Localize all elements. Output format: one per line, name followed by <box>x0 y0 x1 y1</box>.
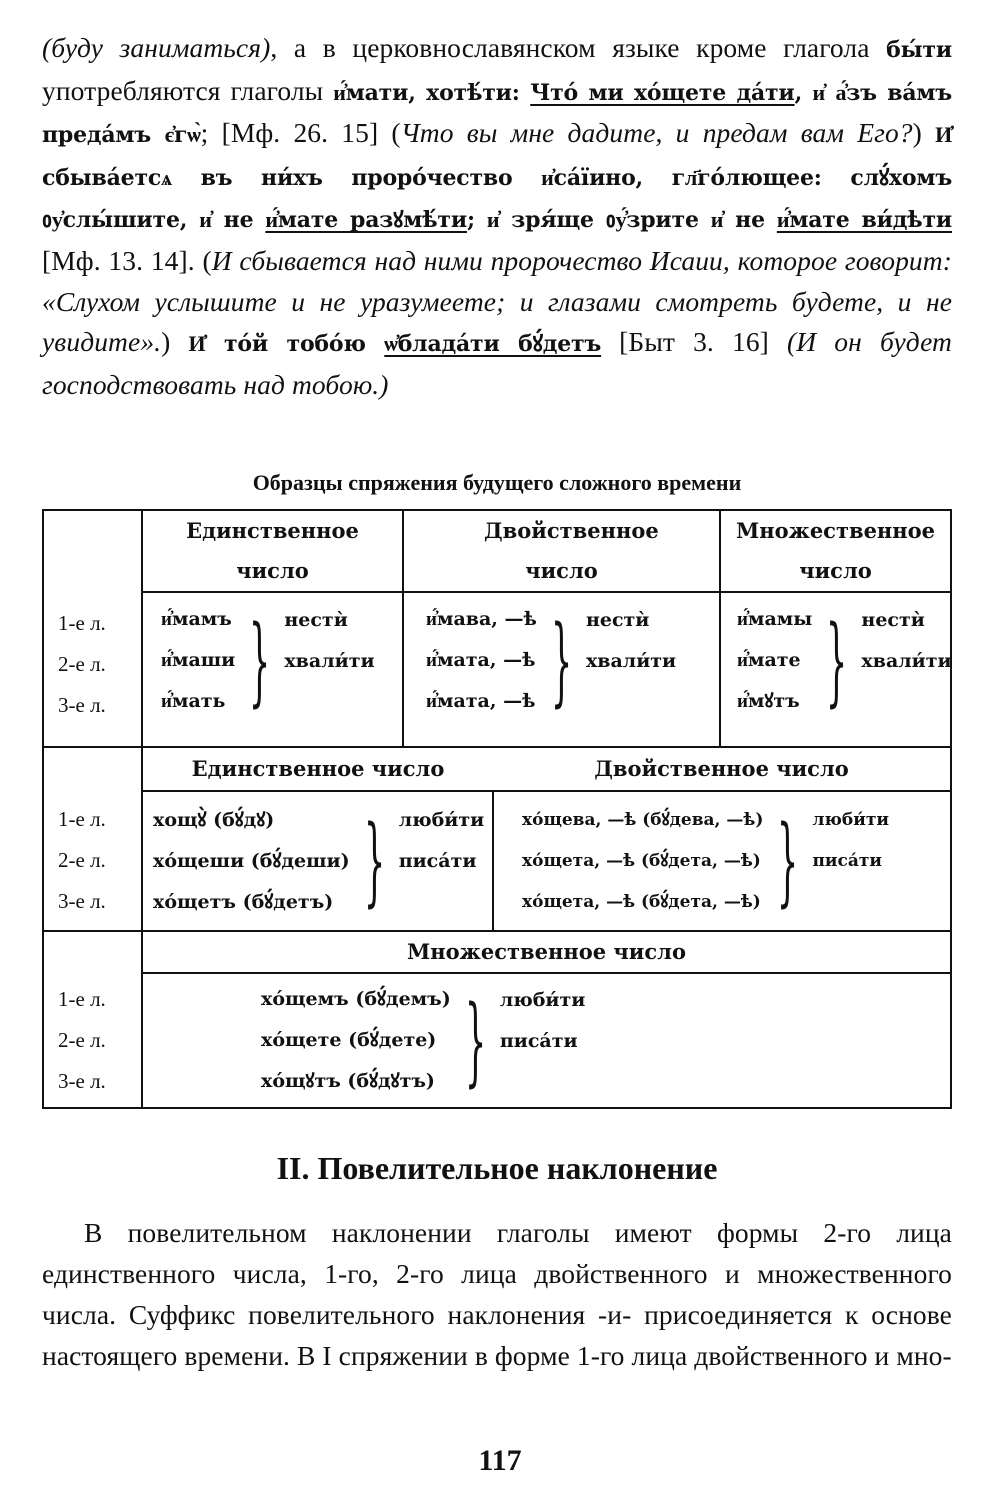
form-group <box>721 599 950 722</box>
person-label: 3-е л. <box>58 1068 106 1093</box>
form-group <box>143 599 402 722</box>
translation: Что вы мне дадите, и предам вам Его? <box>400 117 913 149</box>
text-segment: ) <box>912 117 936 149</box>
form-group <box>494 800 950 923</box>
person-column <box>43 973 142 1108</box>
brace: } <box>777 805 799 917</box>
top-paragraph-block <box>42 28 952 405</box>
header-dual: Двойственное число <box>493 747 951 791</box>
brace: } <box>363 805 385 917</box>
verb-form: и҆́мата, —ѣ <box>426 649 536 671</box>
verb-form: и҆́мамы <box>737 608 813 630</box>
bottom-paragraph-block <box>42 1212 952 1376</box>
person-column <box>43 791 142 931</box>
cs-quote: И҆ то́й тобо́ю <box>188 331 385 358</box>
verb-form: хо́щете (бꙋ́дете) <box>261 1029 437 1051</box>
text-segment: , а в церковнославянском языке кроме глагола <box>270 32 887 63</box>
cs-quote: И҆ сбыва́етсѧ въ ни́хъ проро́чество и҆са́ї͏ино, гл҃го́лющее: слꙋ́хомъ ᲂу҆слы́шите, и҆ не <box>42 122 953 234</box>
page-number: 117 <box>478 1444 522 1477</box>
infinitive: нестѝ <box>284 608 348 631</box>
empty-cell <box>43 931 142 973</box>
form-group <box>404 599 719 722</box>
form-group <box>143 800 492 923</box>
form-group <box>143 979 950 1102</box>
verb-form: и҆́маши <box>161 649 236 671</box>
verb-form: и҆́мꙋтъ <box>737 690 800 712</box>
infinitive: люби́ти <box>499 988 586 1011</box>
verb-form: и҆́мате <box>737 649 801 671</box>
person-column <box>43 510 142 747</box>
section-title: II. Повелительное наклонение <box>276 1150 718 1186</box>
brace: } <box>464 984 486 1097</box>
cs-quote-underlined: Что́ ми хо́щете да́ти <box>530 79 795 106</box>
verb-form: хо́щемъ (бꙋ́демъ) <box>261 988 451 1010</box>
imati-dual-cell <box>403 592 720 747</box>
brace: } <box>826 604 848 717</box>
verb-form: хо́щꙋтъ (бꙋ́дꙋтъ) <box>261 1070 435 1092</box>
infinitive: люби́ти <box>398 809 485 831</box>
text-segment: (буду заниматься) <box>42 32 271 63</box>
bottom-paragraph: В повелительном наклонении глаголы имеют формы 2-го лица единственного числа, 1-го, 2-го лица двойственного и множественного числа. Суффикс повелительного наклонения -и- присоединяется к основе настоящего времени. В I спряжении в форме 1-го лица двойственного и мно- <box>42 1217 952 1371</box>
person-label: 3-е л. <box>58 693 106 717</box>
hotiti-singular-cell <box>142 791 493 931</box>
header-plural: Множественное число <box>720 510 951 592</box>
table-title: Образцы спряжения будущего сложного времени <box>252 470 742 495</box>
person-label: 1-е л. <box>58 611 106 635</box>
text-segment: : <box>511 79 531 106</box>
person-label: 2-е л. <box>58 848 106 872</box>
person-label: 3-е л. <box>58 889 106 913</box>
verb-form: хо́щета, —ѣ (бꙋ́дета, —ѣ) <box>522 891 761 912</box>
verb-form: хо́щетъ (бꙋ́детъ) <box>153 890 334 913</box>
person-label: 1-е л. <box>58 807 106 831</box>
infinitive: писа́ти <box>812 851 883 871</box>
citation: [Мф. 13. 14]. ( <box>42 244 212 276</box>
empty-cell <box>43 747 142 791</box>
header-singular: Единственное число <box>142 747 493 791</box>
infinitive: нестѝ <box>585 608 650 631</box>
imati-singular-cell <box>142 592 403 747</box>
header-dual: Двойственное число <box>403 510 720 592</box>
header-plural: Множественное число <box>142 931 951 973</box>
conjugation-table <box>42 509 950 1106</box>
translation: И сбывается над ними пророчество Исаии, которое говорит: «Слухом услышите и не уразумеете; и глазами смотреть будете, и не увидите». <box>42 244 952 358</box>
cs-word: и҆́мати, хотѣ́ти <box>333 79 512 106</box>
person-label: 2-е л. <box>58 652 106 676</box>
citation: [Быт 3. 16] <box>601 326 787 358</box>
text-segment: ) <box>161 326 189 358</box>
header-singular: Единственное число <box>142 510 403 592</box>
verb-form: и҆́мата, —ѣ <box>426 690 536 712</box>
cs-word: бы́ти <box>886 37 952 63</box>
verb-form: и҆́мава, —ѣ <box>426 608 537 630</box>
verb-form: хощꙋ̀ (бꙋ́дꙋ) <box>153 808 275 831</box>
infinitive: хвали́ти <box>585 649 677 672</box>
infinitive: писа́ти <box>499 1029 578 1052</box>
brace: } <box>249 604 271 717</box>
verb-form: хо́щеши (бꙋ́деши) <box>153 849 350 872</box>
cs-quote-underlined: и҆́мате ви́дѣти <box>776 207 952 234</box>
cs-quote: , и҆ а҆́зъ ва́мъ преда́мъ є҆гѡ̀ <box>42 79 952 149</box>
infinitive: нестѝ <box>861 608 925 631</box>
top-paragraph <box>42 28 952 405</box>
person-label: 1-е л. <box>58 986 106 1011</box>
infinitive: люби́ти <box>812 810 889 830</box>
hotiti-plural-cell <box>142 973 951 1108</box>
person-label: 2-е л. <box>58 1027 106 1052</box>
infinitive: писа́ти <box>398 850 477 872</box>
translation: (И он будет господствовать над тобою.) <box>42 326 952 400</box>
cs-quote: ; и҆ зря́ще ᲂу҆́зрите и҆ не <box>466 207 777 234</box>
verb-form: и҆́мамъ <box>161 608 232 630</box>
infinitive: хвали́ти <box>284 649 375 672</box>
brace: } <box>550 604 573 717</box>
imati-plural-cell <box>720 592 951 747</box>
hotiti-dual-cell <box>493 791 951 931</box>
cs-quote-underlined: ѡ҆блада́ти бꙋ́детъ <box>384 331 602 358</box>
infinitive: хвали́ти <box>861 649 952 672</box>
text-segment: употребляются глаголы <box>42 74 334 106</box>
verb-form: и҆́мать <box>161 690 226 712</box>
verb-form: хо́щета, —ѣ (бꙋ́дета, —ѣ) <box>522 850 761 871</box>
verb-form: хо́щева, —ѣ (бꙋ́дева, —ѣ) <box>522 809 764 830</box>
cs-quote-underlined: и҆́мате разꙋмѣ́ти <box>265 207 467 234</box>
citation: ; [Мф. 26. 15] ( <box>200 117 401 149</box>
